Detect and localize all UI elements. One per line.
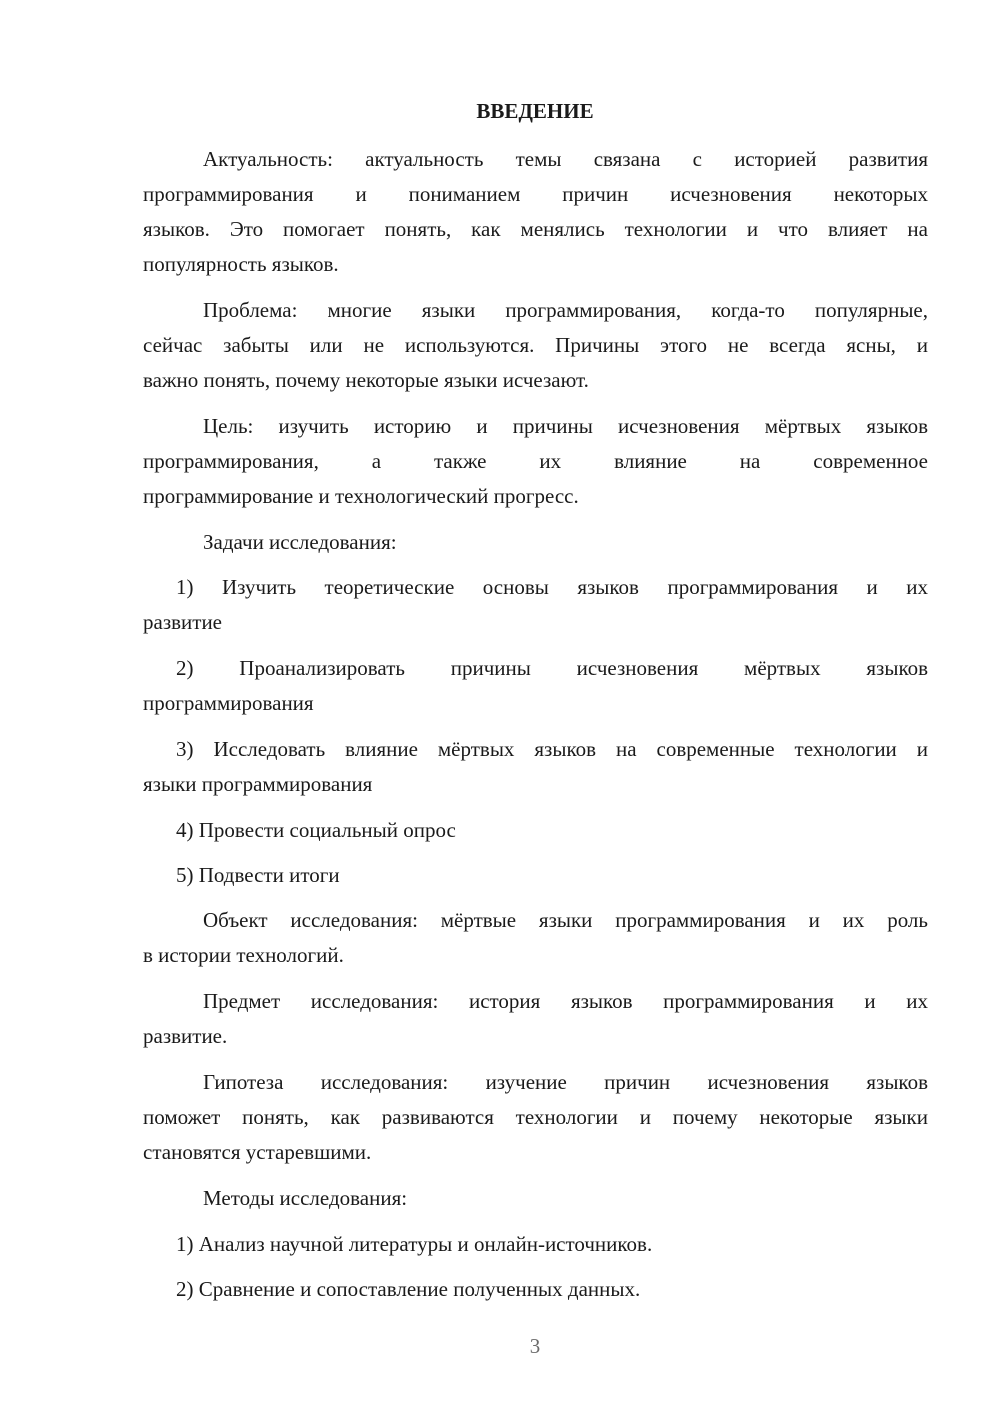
paragraph-relevance	[143, 142, 928, 282]
paragraph-goal	[143, 409, 928, 514]
paragraph-subject	[143, 984, 928, 1054]
text-line: языки программирования	[143, 772, 373, 796]
text-line: 3) Исследовать влияние мёртвых языков на современные технологии и	[176, 737, 928, 761]
text-line: программирования и пониманием причин исчезновения некоторых	[143, 182, 928, 206]
text-line: развитие	[143, 610, 223, 634]
text-line: Объект исследования: мёртвые языки программирования и их роль	[203, 908, 928, 932]
text-line: Задачи исследования:	[203, 530, 397, 554]
list-item-task-1	[143, 570, 928, 640]
text-line: программирования, а также их влияние на современное	[143, 449, 928, 473]
text-line: поможет понять, как развиваются технологии и почему некоторые языки	[143, 1105, 928, 1129]
text-line: 2) Сравнение и сопоставление полученных данных.	[176, 1277, 641, 1301]
paragraph-tasks-heading	[143, 525, 928, 560]
text-line: Проблема: многие языки программирования, когда-то популярные,	[203, 298, 928, 322]
text-line: 2) Проанализировать причины исчезновения мёртвых языков	[176, 656, 928, 680]
text-line: 5) Подвести итоги	[176, 863, 340, 887]
text-line: 1) Анализ научной литературы и онлайн-источников.	[176, 1232, 653, 1256]
text-line: Актуальность: актуальность темы связана с историей развития	[203, 147, 928, 171]
text-line: развитие.	[143, 1024, 228, 1048]
text-line: программирования	[143, 691, 314, 715]
text-line: программирование и технологический прогресс.	[143, 484, 579, 508]
paragraph-problem	[143, 293, 928, 398]
text-line: 4) Провести социальный опрос	[176, 818, 456, 842]
list-item-task-4	[143, 813, 928, 848]
list-item-method-2	[143, 1272, 928, 1307]
page-number: 3	[529, 1334, 541, 1358]
list-item-task-5	[143, 858, 928, 893]
text-line: Гипотеза исследования: изучение причин исчезновения языков	[203, 1070, 928, 1094]
text-line: языков. Это помогает понять, как менялись технологии и что влияет на	[143, 217, 928, 241]
text-line: 1) Изучить теоретические основы языков программирования и их	[176, 575, 928, 599]
list-item-task-2	[143, 651, 928, 721]
list-item-method-1	[143, 1227, 928, 1262]
paragraph-object	[143, 903, 928, 973]
page-title: ВВЕДЕНИЕ	[476, 99, 594, 123]
paragraph-hypothesis	[143, 1065, 928, 1170]
text-line: становятся устаревшими.	[143, 1140, 372, 1164]
text-line: сейчас забыты или не используются. Причины этого не всегда ясны, и	[143, 333, 928, 357]
text-line: в истории технологий.	[143, 943, 344, 967]
text-line: Предмет исследования: история языков программирования и их	[203, 989, 928, 1013]
text-line: Методы исследования:	[203, 1186, 408, 1210]
text-line: Цель: изучить историю и причины исчезновения мёртвых языков	[203, 414, 928, 438]
paragraph-methods-heading	[143, 1181, 928, 1216]
text-line: важно понять, почему некоторые языки исчезают.	[143, 368, 589, 392]
list-item-task-3	[143, 732, 928, 802]
text-line: популярность языков.	[143, 252, 339, 276]
